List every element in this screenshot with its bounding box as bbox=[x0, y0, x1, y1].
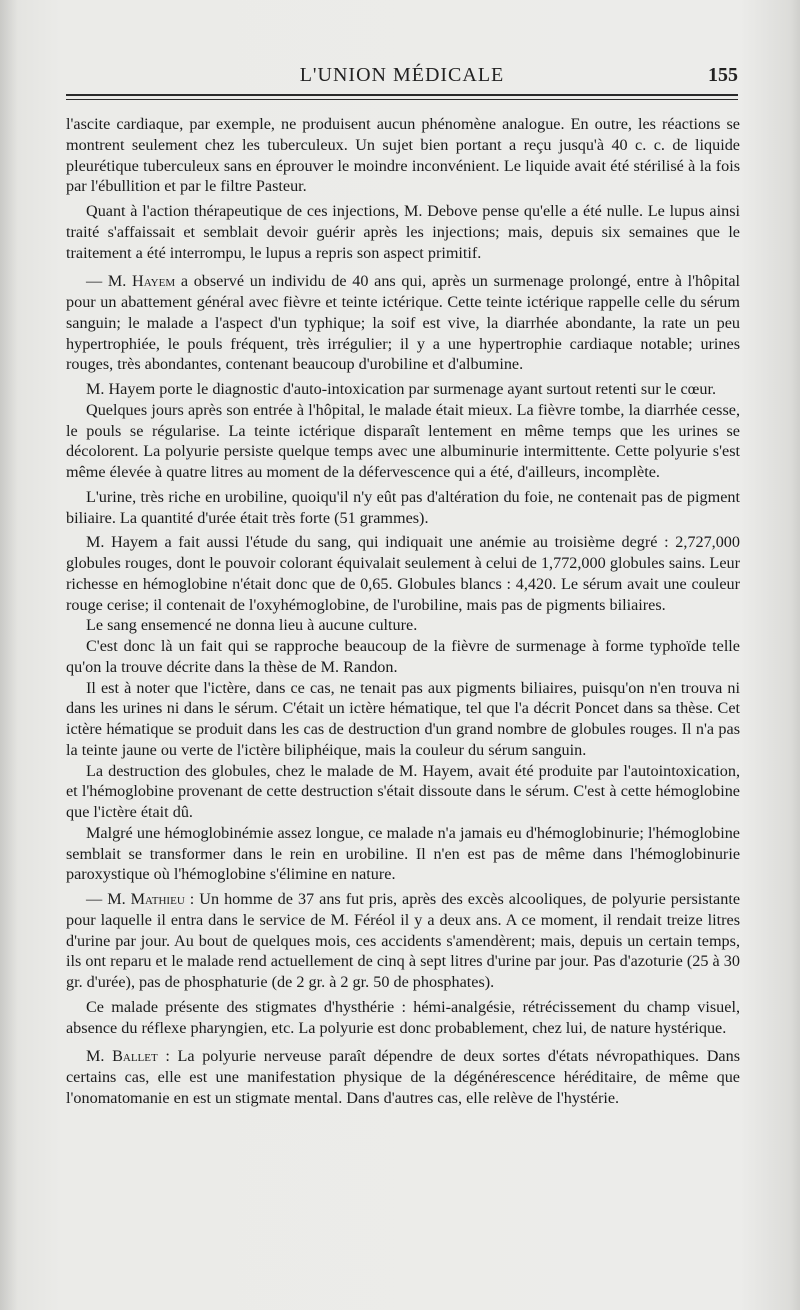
paragraph-text: C'est donc là un fait qui se rapproche beaucoup de la fièvre de surmenage à forme typhoïde telle qu'on la trouve décrite dans la thèse de M. Randon. bbox=[66, 637, 740, 676]
paragraph bbox=[66, 636, 740, 678]
paragraph bbox=[66, 114, 740, 197]
paragraph-text: Quant à l'action thérapeutique de ces injections, M. Debove pense qu'elle a été nulle. Le lupus ainsi traité s'affaissait et semblait devoir guérir après les injections; mais, depuis six semaines que le traitement a été interrompu, le lupus a repris son aspect primitif. bbox=[66, 202, 740, 262]
paragraph-text: a observé un individu de 40 ans qui, après un surmenage prolongé, entre à l'hôpital pour un abattement général avec fièvre et teinte ictérique. Cette teinte ictérique rappelle celle du sérum sanguin; le malade a l'aspect d'un typhique; la soif est vive, la diarrhée abondante, la rate un peu hypertrophiée, le pouls fréquent, très irrégulier; il y a une hypertrophie cardiaque notable; urines rouges, très abondantes, contenant beaucoup d'urobiline et d'albumine. bbox=[66, 272, 741, 374]
paragraph-text: Malgré une hémoglobinémie assez longue, ce malade n'a jamais eu d'hémoglobinurie; l'hémoglobine semblait se transformer dans le rein en urobiline. Il n'en est pas de même dans l'hémoglobinurie paroxystique où l'hémoglobine s'élimine en nature. bbox=[66, 823, 740, 884]
speaker-name: M. Ballet : bbox=[86, 1047, 170, 1066]
paragraph bbox=[66, 379, 740, 400]
paragraph bbox=[66, 532, 740, 615]
paragraph-text: La destruction des globules, chez le malade de M. Hayem, avait été produite par l'autointoxication, et l'hémoglobine provenant de cette destruction s'était dissoute dans le sérum. C'est à cette hémoglobine que l'ictère était dû. bbox=[66, 761, 740, 821]
paragraph bbox=[66, 201, 740, 263]
paragraph: — M. Hayem a observé un individu de 40 ans qui, après un surmenage prolongé, entre à l'hôpital pour un abattement général avec fièvre et teinte ictérique. Cette teinte ictérique rappelle celle du sérum sanguin; le malade a l'aspect d'un typhique; la soif est vive, la diarrhée abondante, la rate un peu hypertrophiée, le pouls fréquent, très irrégulier; il y a une hypertrophie cardiaque notable; urines rouges, très abondantes, contenant beaucoup d'urobiline et d'albumine. bbox=[66, 272, 741, 374]
paragraph-text: L'urine, très riche en urobiline, quoiqu'il n'y eût pas d'altération du foie, ne contenait pas de pigment biliaire. La quantité d'urée était très forte (51 grammes). bbox=[66, 487, 740, 527]
header-rule-thin bbox=[66, 99, 738, 100]
speaker-name: M. Mathieu : bbox=[107, 890, 195, 908]
paragraph-text: M. Hayem porte le diagnostic d'auto-intoxication par surmenage ayant surtout retenti sur le cœur. bbox=[86, 380, 716, 398]
paragraph-text: l'ascite cardiaque, par exemple, ne produisent aucun phénomène analogue. En outre, les réactions se montrent seulement chez les tuberculeux. Un sujet bien portant a reçu jusqu'à 40 c. c. de liquide pleurétique tuberculeux sans en éprouver le moindre inconvénient. Le liquide avait été stérilisé à la fois par l'ébullition et par le filtre Pasteur. bbox=[66, 115, 740, 196]
paragraph bbox=[66, 400, 740, 483]
running-title: L'UNION MÉDICALE bbox=[299, 64, 505, 86]
paragraph-text: Ce malade présente des stigmates d'hysthérie : hémi-analgésie, rétrécissement du champ visuel, absence du réflexe pharyngien, etc. La polyurie est donc probablement, chez lui, de nature hystérique. bbox=[66, 997, 740, 1037]
paragraph-text: M. Hayem a fait aussi l'étude du sang, qui indiquait une anémie au troisième degré : 2,727,000 globules rouges, dont le pouvoir colorant équivalait seulement à celui de 1,772,000 globules sains. Leur richesse en hémoglobine n'était donc que de 0,65. Globules blancs : 4,420. Le sérum avait une couleur rouge cerise; il contenait de l'oxyhémoglobine, de l'urobiline, mais pas de pigments biliaires. bbox=[66, 533, 740, 614]
speaker-name: M. Hayem bbox=[107, 272, 176, 291]
paragraph bbox=[66, 823, 740, 885]
paragraph-text: La polyurie nerveuse paraît dépendre de deux sortes d'états névropathiques. Dans certains cas, elle est une manifestation physique de la dégénérescence héréditaire, de même que l'onomatomanie en est un stigmate mental. Dans d'autres cas, elle relève de l'hystérie. bbox=[66, 1047, 740, 1107]
header-rule bbox=[66, 94, 738, 96]
paragraph-text: Il est à noter que l'ictère, dans ce cas, ne tenait pas aux pigments biliaires, puisqu'on n'en trouva ni dans les urines ni dans le sérum. C'était un ictère hématique, tel que l'a décrit Poncet dans sa thèse. Cet ictère hématique se produit dans les cas de destruction d'un grand nombre de globules rouges. Il n'a pas la teinte jaune ou verte de l'ictère biliphéique, mais la couleur du sérum sanguin. bbox=[66, 678, 740, 759]
paragraph bbox=[66, 615, 740, 636]
paragraph bbox=[66, 487, 740, 529]
paragraph-text: Le sang ensemencé ne donna lieu à aucune culture. bbox=[86, 616, 418, 635]
article-body bbox=[66, 114, 740, 1109]
paragraph bbox=[66, 997, 740, 1039]
page-number: 155 bbox=[708, 64, 738, 86]
paragraph bbox=[66, 678, 740, 761]
paragraph-text: Quelques jours après son entrée à l'hôpital, le malade était mieux. La fièvre tombe, la diarrhée cesse, le pouls se régularise. La teinte ictérique disparaît lentement en même temps que les urines se décolorent. La polyurie persiste quelque temps avec une albuminurie intermittente. Cette polyurie s'est même élevée à quatre litres au moment de la défervescence qui a été, d'ailleurs, incomplète. bbox=[66, 400, 740, 481]
paragraph bbox=[66, 1046, 740, 1108]
paragraph-text: Un homme de 37 ans fut pris, après des excès alcooliques, de polyurie persistante pour laquelle il entra dans le service de M. Féréol il y a deux ans. A ce moment, il rendait treize litres d'urine par jour. Au bout de quelques mois, ces accidents s'amendèrent; mais, depuis un certain temps, ils ont reparu et le malade rend actuellement de cinq à sept litres d'urine par jour. Pas d'azoturie (25 à 30 gr. d'urée), pas de phosphaturie (de 2 gr. à 2 gr. 50 de phosphates). bbox=[66, 890, 741, 991]
paragraph bbox=[66, 761, 740, 823]
paragraph: — M. Mathieu : Un homme de 37 ans fut pris, après des excès alcooliques, de polyurie persistante pour laquelle il entra dans le service de M. Féréol il y a deux ans. A ce moment, il rendait treize litres d'urine par jour. Au bout de quelques mois, ces accidents s'amendèrent; mais, depuis un certain temps, ils ont reparu et le malade rend actuellement de cinq à sept litres d'urine par jour. Pas d'azoturie (25 à 30 gr. d'urée), pas de phosphaturie (de 2 gr. à 2 gr. 50 de phosphates). bbox=[66, 890, 741, 991]
page-header bbox=[66, 60, 738, 96]
